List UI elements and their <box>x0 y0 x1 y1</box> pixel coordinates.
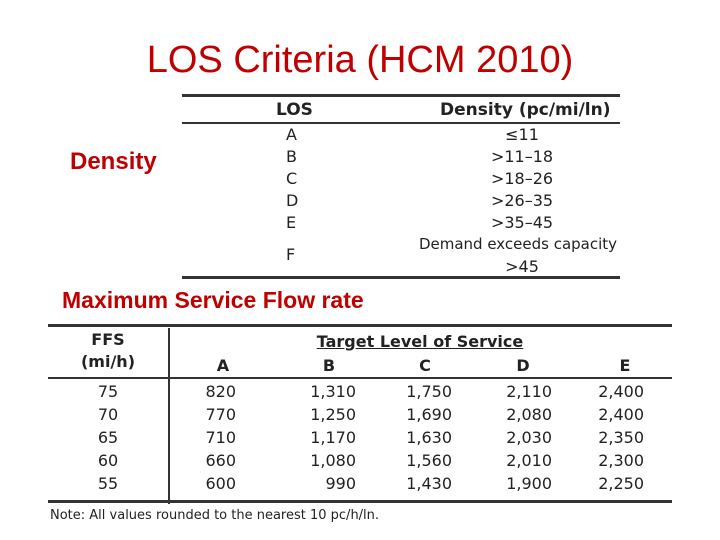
los-row-e <box>182 213 620 235</box>
header-col-b: B <box>322 356 336 375</box>
value-cell: 600 <box>205 474 236 493</box>
value-cell: 1,900 <box>506 474 552 493</box>
header-rule <box>48 377 672 379</box>
value-cell: 1,430 <box>406 474 452 493</box>
density-cell: >11–18 <box>490 147 554 166</box>
los-row-f <box>182 235 620 279</box>
value-cell: 660 <box>205 451 236 470</box>
value-cell: 1,750 <box>406 382 452 401</box>
top-rule <box>182 94 620 97</box>
value-cell: 1,080 <box>310 451 356 470</box>
value-cell: 1,310 <box>310 382 356 401</box>
density-cell: >18–26 <box>490 169 554 188</box>
value-cell: 710 <box>205 428 236 447</box>
slide-title: LOS Criteria (HCM 2010) <box>146 39 574 81</box>
value-cell: 2,080 <box>506 405 552 424</box>
value-cell: 2,250 <box>598 474 644 493</box>
value-cell: 2,010 <box>506 451 552 470</box>
table-note: Note: All values rounded to the nearest 10 pc/h/ln. <box>50 508 380 523</box>
los-cell: D <box>286 191 299 210</box>
value-cell: 2,400 <box>598 405 644 424</box>
value-cell: 770 <box>205 405 236 424</box>
header-los: LOS <box>276 100 313 120</box>
header-col-d: D <box>516 356 530 375</box>
bottom-rule <box>48 500 672 503</box>
msf-table <box>48 322 672 504</box>
los-cell: F <box>286 245 296 264</box>
value-cell: 2,030 <box>506 428 552 447</box>
ffs-cell: 55 <box>97 474 119 493</box>
header-rule <box>182 122 620 124</box>
header-density: Density (pc/mi/ln) <box>440 100 611 120</box>
density-cell: ≤11 <box>505 125 539 144</box>
value-cell: 1,690 <box>406 405 452 424</box>
msf-label: Maximum Service Flow rate <box>62 287 364 313</box>
los-cell: C <box>286 169 298 188</box>
header-target-los: Target Level of Service <box>316 332 524 351</box>
density-cell: >26–35 <box>490 191 554 210</box>
bottom-rule <box>182 276 620 279</box>
header-ffs-units: (mi/h) <box>80 352 135 371</box>
table-row <box>48 451 672 473</box>
value-cell: 1,560 <box>406 451 452 470</box>
value-cell: 2,400 <box>598 382 644 401</box>
header-col-a: A <box>216 356 230 375</box>
ffs-cell: 75 <box>97 382 119 401</box>
value-cell: 1,250 <box>310 405 356 424</box>
los-row-d <box>182 191 620 213</box>
value-cell: 2,110 <box>506 382 552 401</box>
value-cell: 990 <box>325 474 356 493</box>
los-row-c <box>182 169 620 191</box>
los-cell: A <box>286 125 297 144</box>
value-cell: 820 <box>205 382 236 401</box>
header-col-e: E <box>619 356 631 375</box>
table-row <box>48 428 672 450</box>
header-ffs: FFS <box>91 330 125 349</box>
table-row <box>48 474 672 496</box>
los-row-b <box>182 147 620 169</box>
value-cell: 1,630 <box>406 428 452 447</box>
header-col-c: C <box>419 356 431 375</box>
ffs-cell: 60 <box>97 451 119 470</box>
density-cell: >35–45 <box>490 213 554 232</box>
los-density-table <box>182 92 620 280</box>
table-row <box>48 382 672 404</box>
los-cell: E <box>286 213 297 232</box>
los-row-a <box>182 125 620 147</box>
density-label: Density <box>70 148 157 175</box>
table-row <box>48 405 672 427</box>
value-cell: 1,170 <box>310 428 356 447</box>
density-cell-2: >45 <box>505 257 539 276</box>
value-cell: 2,350 <box>598 428 644 447</box>
value-cell: 2,300 <box>598 451 644 470</box>
ffs-cell: 65 <box>97 428 119 447</box>
density-cell: Demand exceeds capacity <box>418 235 618 253</box>
los-cell: B <box>286 147 297 166</box>
ffs-cell: 70 <box>97 405 119 424</box>
top-rule <box>48 324 672 327</box>
